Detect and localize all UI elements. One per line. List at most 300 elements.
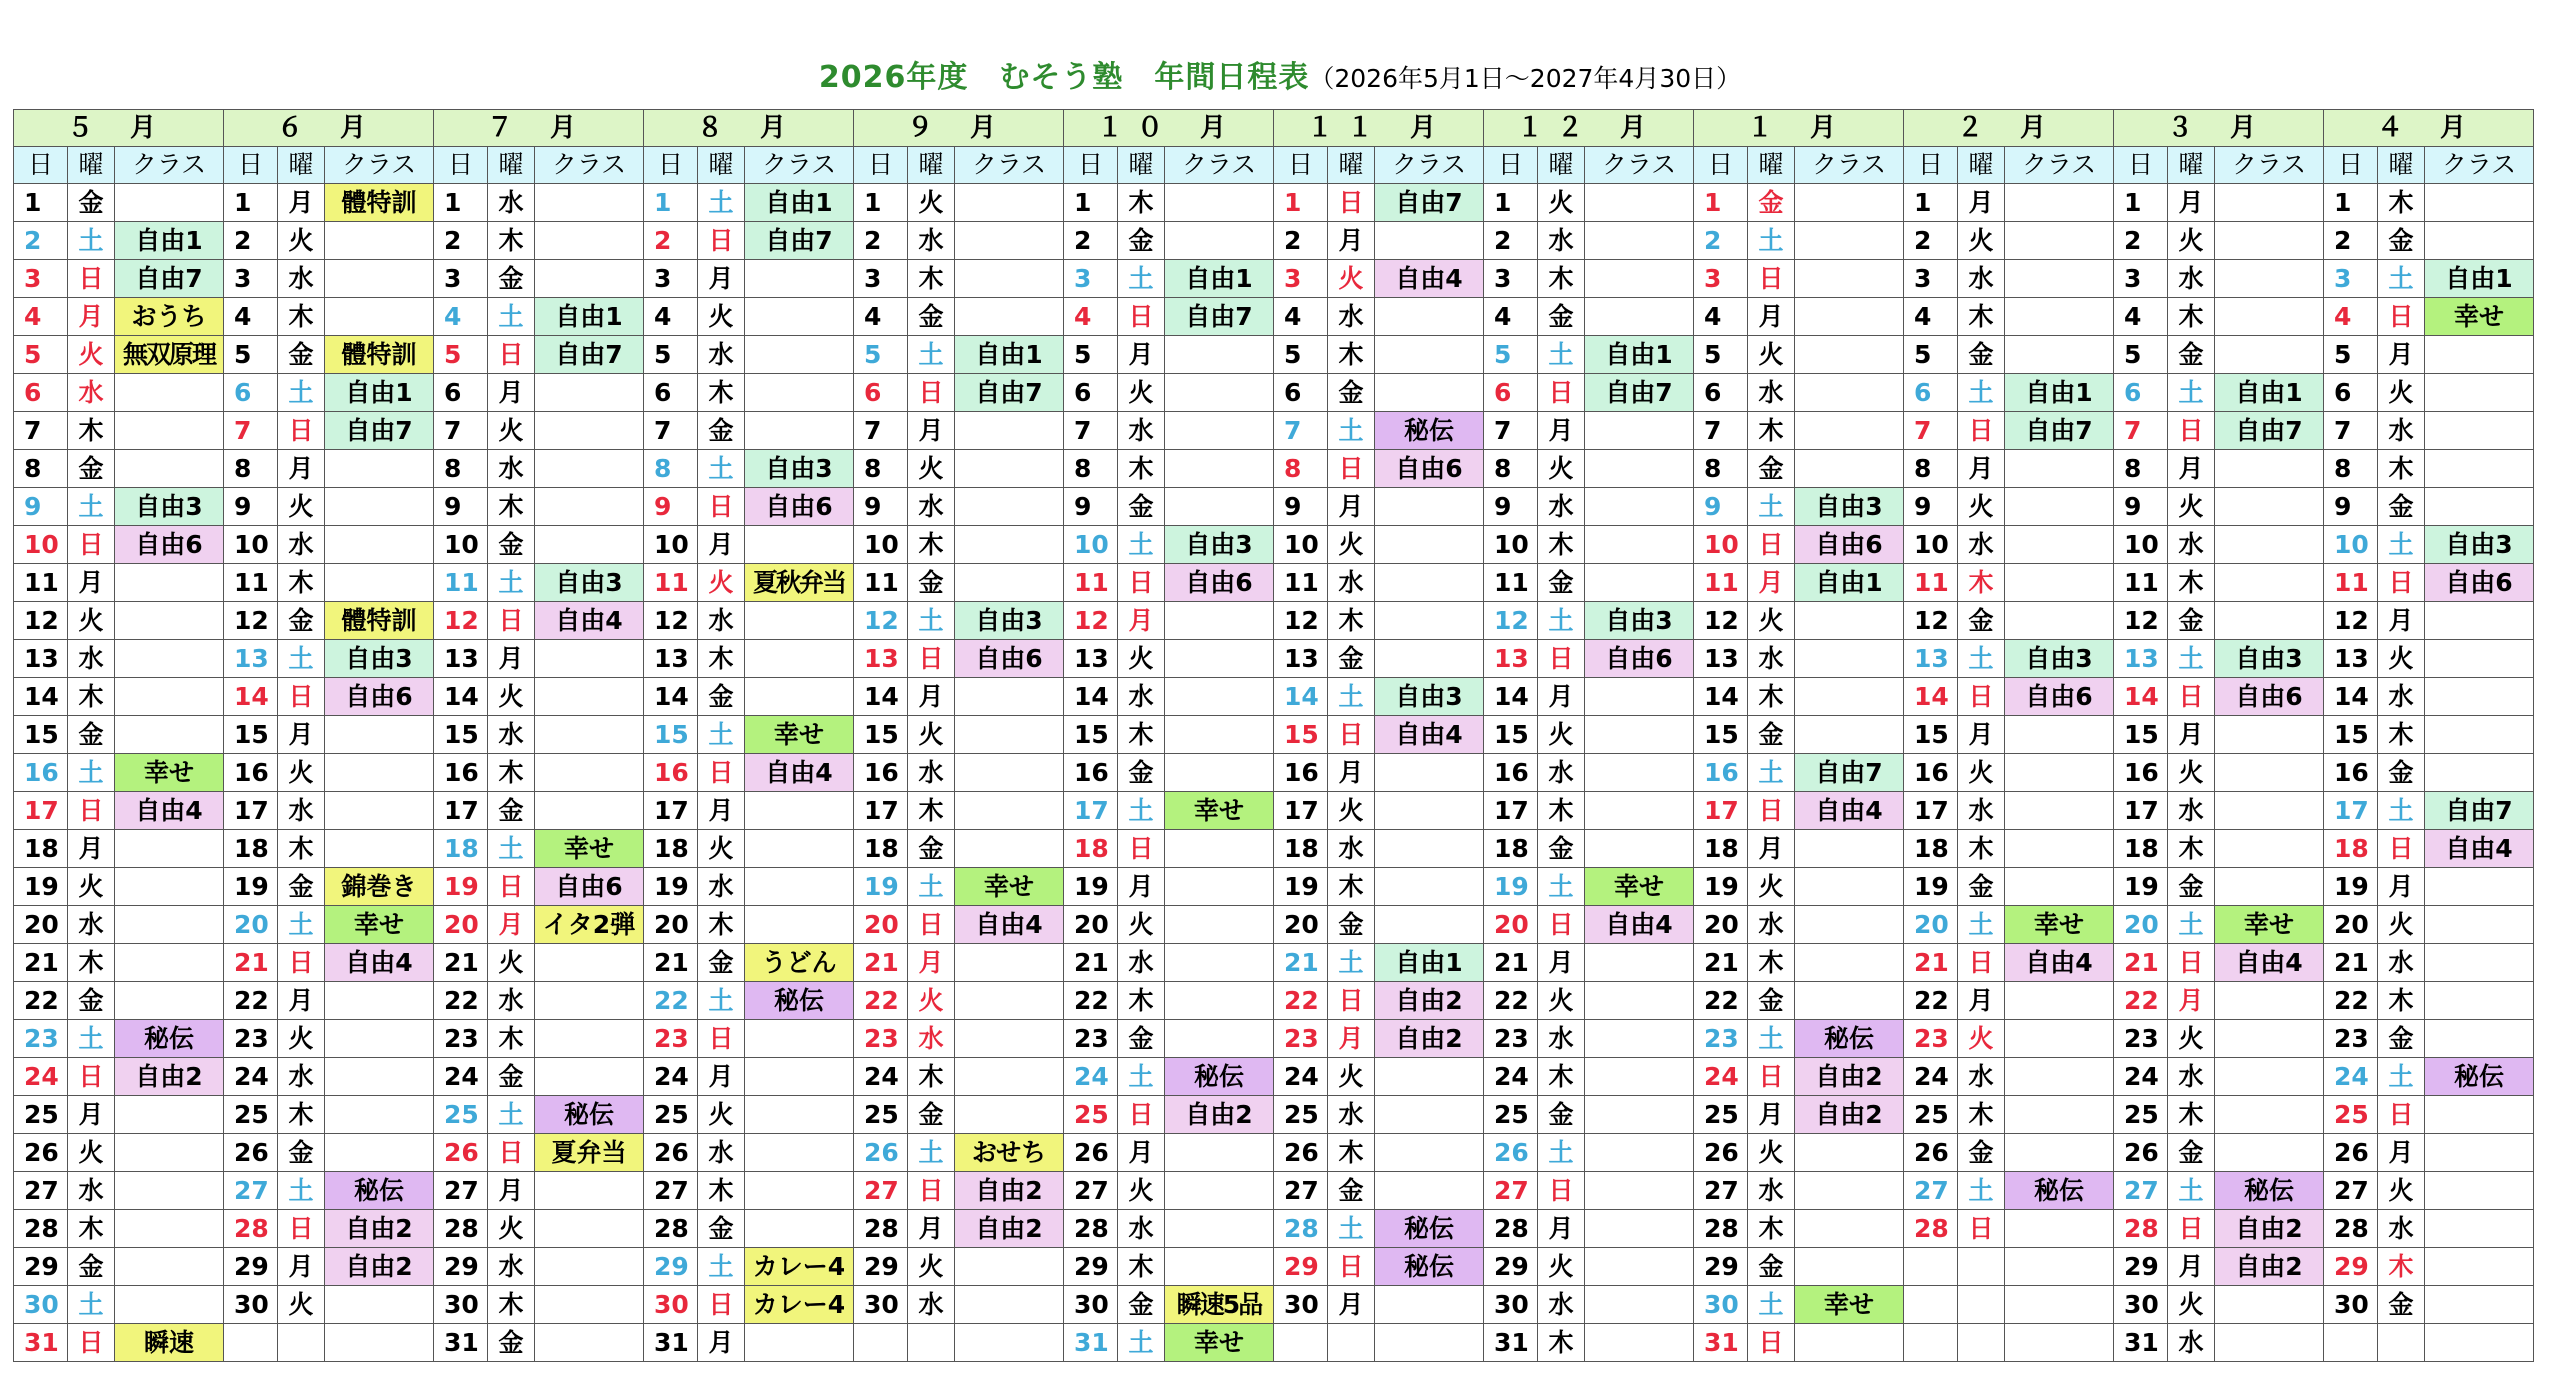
day-cell: 1 (644, 184, 698, 222)
day-cell: 3 (1694, 260, 1748, 298)
day-cell: 25 (1064, 1096, 1118, 1134)
day-cell: 7 (2114, 412, 2168, 450)
day-cell: 2 (1274, 222, 1328, 260)
day-cell: 24 (1274, 1058, 1328, 1096)
weekday-cell: 月 (908, 678, 955, 716)
class-cell (745, 602, 854, 640)
weekday-cell: 金 (908, 298, 955, 336)
weekday-cell: 日 (2378, 1096, 2425, 1134)
class-cell (1795, 830, 1904, 868)
class-cell (1375, 1134, 1484, 1172)
weekday-cell: 土 (1538, 602, 1585, 640)
weekday-cell: 木 (68, 1210, 115, 1248)
weekday-cell: 金 (68, 716, 115, 754)
class-cell (115, 1172, 224, 1210)
weekday-cell: 日 (698, 222, 745, 260)
day-cell: 27 (1274, 1172, 1328, 1210)
day-cell: 5 (14, 336, 68, 374)
day-cell: 8 (2324, 450, 2378, 488)
class-cell: 自由7 (535, 336, 644, 374)
weekday-cell: 木 (2168, 298, 2215, 336)
class-cell (2005, 792, 2114, 830)
day-cell: 30 (224, 1286, 278, 1324)
weekday-cell: 土 (1958, 374, 2005, 412)
month-header: ２ 月 (1904, 110, 2114, 147)
weekday-cell: 水 (488, 982, 535, 1020)
weekday-cell: 月 (908, 412, 955, 450)
day-cell: 25 (854, 1096, 908, 1134)
weekday-cell: 金 (908, 1096, 955, 1134)
class-cell (2215, 222, 2324, 260)
weekday-cell: 水 (2378, 678, 2425, 716)
day-cell: 24 (434, 1058, 488, 1096)
weekday-cell: 日 (1118, 1096, 1165, 1134)
day-cell (1904, 1324, 1958, 1362)
class-cell (2425, 222, 2534, 260)
weekday-cell: 水 (1328, 830, 1375, 868)
weekday-cell: 火 (278, 222, 325, 260)
weekday-cell: 水 (2168, 792, 2215, 830)
day-cell: 16 (1904, 754, 1958, 792)
weekday-cell: 水 (1538, 1286, 1585, 1324)
day-cell: 16 (2114, 754, 2168, 792)
weekday-cell: 火 (1958, 488, 2005, 526)
weekday-cell: 月 (1118, 602, 1165, 640)
day-cell: 15 (1904, 716, 1958, 754)
class-cell (2215, 754, 2324, 792)
class-cell (535, 260, 644, 298)
class-cell (115, 564, 224, 602)
table-row (14, 716, 2534, 754)
weekday-cell: 土 (698, 184, 745, 222)
table-row (14, 298, 2534, 336)
class-cell (1165, 678, 1274, 716)
weekday-cell: 月 (698, 792, 745, 830)
weekday-cell: 金 (2378, 754, 2425, 792)
day-cell: 4 (1694, 298, 1748, 336)
class-cell (1585, 678, 1694, 716)
class-cell (2215, 830, 2324, 868)
class-cell: 自由4 (325, 944, 434, 982)
weekday-cell: 木 (278, 1096, 325, 1134)
column-header-day: 日 (1904, 147, 1958, 184)
class-cell: 自由3 (1165, 526, 1274, 564)
day-cell: 12 (1274, 602, 1328, 640)
month-header: ４ 月 (2324, 110, 2534, 147)
class-cell (2425, 906, 2534, 944)
weekday-cell: 金 (488, 1058, 535, 1096)
class-cell: 自由6 (1795, 526, 1904, 564)
weekday-cell: 水 (1328, 564, 1375, 602)
class-cell (535, 1248, 644, 1286)
weekday-cell: 月 (68, 1096, 115, 1134)
day-cell: 18 (2324, 830, 2378, 868)
class-cell (1585, 412, 1694, 450)
weekday-cell: 土 (278, 906, 325, 944)
day-cell: 8 (644, 450, 698, 488)
day-cell: 16 (1484, 754, 1538, 792)
weekday-cell: 水 (68, 906, 115, 944)
class-cell: 自由3 (115, 488, 224, 526)
day-cell: 8 (1694, 450, 1748, 488)
class-cell (2005, 184, 2114, 222)
weekday-cell: 火 (278, 754, 325, 792)
class-cell (2005, 754, 2114, 792)
weekday-cell: 木 (698, 640, 745, 678)
class-cell (115, 1286, 224, 1324)
class-cell: 自由4 (1375, 716, 1484, 754)
day-cell: 25 (1274, 1096, 1328, 1134)
class-cell (955, 450, 1064, 488)
day-cell: 10 (1484, 526, 1538, 564)
class-cell: 幸せ (115, 754, 224, 792)
class-cell (955, 488, 1064, 526)
class-cell (1585, 1096, 1694, 1134)
weekday-cell: 月 (1328, 1286, 1375, 1324)
day-cell: 8 (2114, 450, 2168, 488)
table-row (14, 488, 2534, 526)
weekday-cell: 日 (1538, 906, 1585, 944)
day-cell: 28 (224, 1210, 278, 1248)
class-cell (2005, 564, 2114, 602)
class-cell (325, 830, 434, 868)
day-cell: 14 (1694, 678, 1748, 716)
day-cell: 1 (1694, 184, 1748, 222)
day-cell: 22 (434, 982, 488, 1020)
weekday-cell: 水 (908, 222, 955, 260)
weekday-cell: 木 (2168, 564, 2215, 602)
class-cell (1795, 944, 1904, 982)
day-cell: 17 (2324, 792, 2378, 830)
weekday-cell: 水 (1958, 260, 2005, 298)
weekday-cell: 水 (908, 1020, 955, 1058)
day-cell: 7 (1274, 412, 1328, 450)
day-cell: 27 (854, 1172, 908, 1210)
class-cell: 自由7 (1585, 374, 1694, 412)
class-cell (1375, 298, 1484, 336)
class-cell: 自由1 (1375, 944, 1484, 982)
weekday-cell: 水 (908, 1286, 955, 1324)
class-cell: 自由1 (115, 222, 224, 260)
class-cell (955, 716, 1064, 754)
month-header: １１ 月 (1274, 110, 1484, 147)
class-cell (535, 944, 644, 982)
weekday-cell: 月 (68, 830, 115, 868)
column-header-class: クラス (1795, 147, 1904, 184)
column-header-class: クラス (1585, 147, 1694, 184)
class-cell (1165, 982, 1274, 1020)
day-cell: 4 (644, 298, 698, 336)
weekday-cell: 水 (698, 336, 745, 374)
weekday-cell: 日 (1748, 792, 1795, 830)
weekday-cell: 月 (1118, 868, 1165, 906)
class-cell (745, 260, 854, 298)
class-cell (745, 830, 854, 868)
month-header: １ 月 (1694, 110, 1904, 147)
table-row (14, 222, 2534, 260)
day-cell: 23 (1484, 1020, 1538, 1058)
class-cell (1165, 374, 1274, 412)
class-cell (1165, 830, 1274, 868)
class-cell: 自由7 (2215, 412, 2324, 450)
class-cell (1795, 184, 1904, 222)
weekday-cell: 土 (1118, 260, 1165, 298)
day-cell: 27 (224, 1172, 278, 1210)
class-cell (2425, 1286, 2534, 1324)
day-cell: 9 (1694, 488, 1748, 526)
day-cell: 12 (2324, 602, 2378, 640)
day-cell: 30 (1484, 1286, 1538, 1324)
weekday-cell: 水 (488, 450, 535, 488)
class-cell (1165, 412, 1274, 450)
class-cell (1375, 222, 1484, 260)
class-cell (955, 944, 1064, 982)
day-cell: 12 (1694, 602, 1748, 640)
class-cell (1585, 1058, 1694, 1096)
weekday-cell: 土 (1958, 906, 2005, 944)
class-cell (1585, 488, 1694, 526)
weekday-cell: 金 (698, 412, 745, 450)
class-cell (2215, 1324, 2324, 1362)
class-cell (955, 412, 1064, 450)
class-cell (1795, 450, 1904, 488)
day-cell: 6 (2114, 374, 2168, 412)
class-cell (1585, 1286, 1694, 1324)
day-cell: 9 (1274, 488, 1328, 526)
weekday-cell: 月 (698, 260, 745, 298)
day-cell: 17 (1694, 792, 1748, 830)
weekday-cell: 金 (1118, 754, 1165, 792)
class-cell (1585, 222, 1694, 260)
weekday-cell: 土 (278, 374, 325, 412)
class-cell (955, 1286, 1064, 1324)
day-cell: 21 (1694, 944, 1748, 982)
class-cell (745, 640, 854, 678)
weekday-cell: 木 (488, 222, 535, 260)
column-header-row (14, 147, 2534, 184)
class-cell (115, 982, 224, 1020)
class-cell (1795, 336, 1904, 374)
class-cell (2425, 944, 2534, 982)
day-cell: 22 (224, 982, 278, 1020)
weekday-cell: 金 (2378, 222, 2425, 260)
weekday-cell: 木 (2378, 1248, 2425, 1286)
day-cell: 13 (644, 640, 698, 678)
class-cell (1165, 222, 1274, 260)
class-cell (115, 1096, 224, 1134)
weekday-cell: 日 (1538, 640, 1585, 678)
day-cell: 11 (434, 564, 488, 602)
column-header-day: 日 (1694, 147, 1748, 184)
day-cell: 18 (854, 830, 908, 868)
class-cell (2005, 1210, 2114, 1248)
weekday-cell: 火 (1118, 640, 1165, 678)
day-cell: 3 (854, 260, 908, 298)
class-cell (535, 184, 644, 222)
class-cell (115, 184, 224, 222)
day-cell: 4 (14, 298, 68, 336)
weekday-cell: 日 (698, 754, 745, 792)
day-cell: 10 (854, 526, 908, 564)
class-cell (2425, 1096, 2534, 1134)
class-cell (2215, 1020, 2324, 1058)
class-cell (535, 1020, 644, 1058)
class-cell (1375, 754, 1484, 792)
class-cell: 幸せ (1795, 1286, 1904, 1324)
day-cell: 16 (434, 754, 488, 792)
weekday-cell: 土 (488, 564, 535, 602)
day-cell: 13 (224, 640, 278, 678)
day-cell: 30 (644, 1286, 698, 1324)
weekday-cell: 水 (488, 1248, 535, 1286)
class-cell (1795, 1248, 1904, 1286)
day-cell: 23 (224, 1020, 278, 1058)
day-cell: 14 (1484, 678, 1538, 716)
month-header: １２ 月 (1484, 110, 1694, 147)
day-cell: 25 (1694, 1096, 1748, 1134)
weekday-cell: 水 (488, 716, 535, 754)
weekday-cell: 月 (278, 184, 325, 222)
day-cell: 17 (644, 792, 698, 830)
weekday-cell: 月 (698, 1058, 745, 1096)
day-cell: 2 (1694, 222, 1748, 260)
day-cell: 1 (2114, 184, 2168, 222)
weekday-cell: 金 (278, 336, 325, 374)
weekday-cell: 火 (908, 184, 955, 222)
weekday-cell: 土 (2168, 640, 2215, 678)
class-cell: 體特訓 (325, 184, 434, 222)
weekday-cell: 月 (2168, 1248, 2215, 1286)
weekday-cell: 火 (1538, 450, 1585, 488)
day-cell: 13 (1484, 640, 1538, 678)
weekday-cell: 月 (68, 298, 115, 336)
class-cell (2005, 1058, 2114, 1096)
weekday-cell: 日 (1118, 564, 1165, 602)
class-cell (1375, 1058, 1484, 1096)
column-header-weekday: 曜 (1328, 147, 1375, 184)
class-cell (1375, 906, 1484, 944)
day-cell: 22 (2114, 982, 2168, 1020)
class-cell: 體特訓 (325, 336, 434, 374)
day-cell: 12 (1064, 602, 1118, 640)
day-cell: 26 (1904, 1134, 1958, 1172)
weekday-cell: 火 (908, 716, 955, 754)
class-cell: 自由3 (1795, 488, 1904, 526)
day-cell: 21 (1274, 944, 1328, 982)
class-cell (1795, 678, 1904, 716)
class-cell (2005, 260, 2114, 298)
class-cell: 自由3 (325, 640, 434, 678)
month-header-row (14, 110, 2534, 147)
class-cell: 自由4 (2215, 944, 2324, 982)
day-cell: 15 (854, 716, 908, 754)
weekday-cell: 土 (908, 1134, 955, 1172)
class-cell: 錦巻き (325, 868, 434, 906)
day-cell: 29 (2114, 1248, 2168, 1286)
weekday-cell: 木 (1328, 1134, 1375, 1172)
weekday-cell: 火 (908, 982, 955, 1020)
weekday-cell: 木 (908, 1058, 955, 1096)
column-header-day: 日 (2324, 147, 2378, 184)
weekday-cell: 木 (1118, 716, 1165, 754)
weekday-cell: 土 (2168, 906, 2215, 944)
day-cell: 9 (14, 488, 68, 526)
weekday-cell: 水 (2168, 526, 2215, 564)
day-cell: 5 (644, 336, 698, 374)
weekday-cell: 土 (1118, 526, 1165, 564)
weekday-cell: 日 (1958, 1210, 2005, 1248)
day-cell: 25 (2324, 1096, 2378, 1134)
table-row (14, 868, 2534, 906)
weekday-cell: 木 (1538, 260, 1585, 298)
weekday-cell: 火 (1118, 906, 1165, 944)
class-cell (1165, 1134, 1274, 1172)
class-cell (955, 526, 1064, 564)
day-cell: 14 (2114, 678, 2168, 716)
day-cell: 27 (2114, 1172, 2168, 1210)
class-cell (1165, 868, 1274, 906)
class-cell (535, 1324, 644, 1362)
weekday-cell: 土 (68, 1020, 115, 1058)
weekday-cell: 土 (1538, 1134, 1585, 1172)
day-cell: 7 (854, 412, 908, 450)
day-cell: 13 (2324, 640, 2378, 678)
class-cell (325, 298, 434, 336)
day-cell: 31 (1694, 1324, 1748, 1362)
weekday-cell: 日 (2168, 1210, 2215, 1248)
class-cell (745, 868, 854, 906)
weekday-cell: 土 (908, 336, 955, 374)
day-cell: 17 (1064, 792, 1118, 830)
day-cell: 27 (14, 1172, 68, 1210)
weekday-cell: 土 (2378, 792, 2425, 830)
class-cell (1585, 982, 1694, 1020)
day-cell: 27 (1904, 1172, 1958, 1210)
day-cell: 15 (1694, 716, 1748, 754)
class-cell (1375, 1324, 1484, 1362)
weekday-cell: 火 (1538, 1248, 1585, 1286)
day-cell: 19 (1274, 868, 1328, 906)
class-cell: 自由2 (325, 1248, 434, 1286)
weekday-cell: 火 (1748, 336, 1795, 374)
weekday-cell: 火 (2378, 906, 2425, 944)
day-cell: 13 (1064, 640, 1118, 678)
day-cell: 20 (1064, 906, 1118, 944)
day-cell: 9 (644, 488, 698, 526)
day-cell: 6 (434, 374, 488, 412)
class-cell (1795, 716, 1904, 754)
day-cell: 27 (2324, 1172, 2378, 1210)
weekday-cell: 月 (2168, 184, 2215, 222)
class-cell (115, 1248, 224, 1286)
weekday-cell: 水 (2378, 412, 2425, 450)
day-cell: 20 (434, 906, 488, 944)
day-cell: 12 (434, 602, 488, 640)
class-cell (2425, 412, 2534, 450)
class-cell: 秘伝 (745, 982, 854, 1020)
class-cell: 自由4 (1585, 906, 1694, 944)
weekday-cell: 日 (1118, 830, 1165, 868)
day-cell: 3 (434, 260, 488, 298)
class-cell: 自由4 (955, 906, 1064, 944)
class-cell (535, 792, 644, 830)
table-row (14, 1210, 2534, 1248)
class-cell: うどん (745, 944, 854, 982)
title-date-range: （2026年5月1日〜2027年4月30日） (1309, 64, 1742, 93)
class-cell (325, 260, 434, 298)
weekday-cell: 火 (698, 1096, 745, 1134)
weekday-cell: 月 (278, 1248, 325, 1286)
